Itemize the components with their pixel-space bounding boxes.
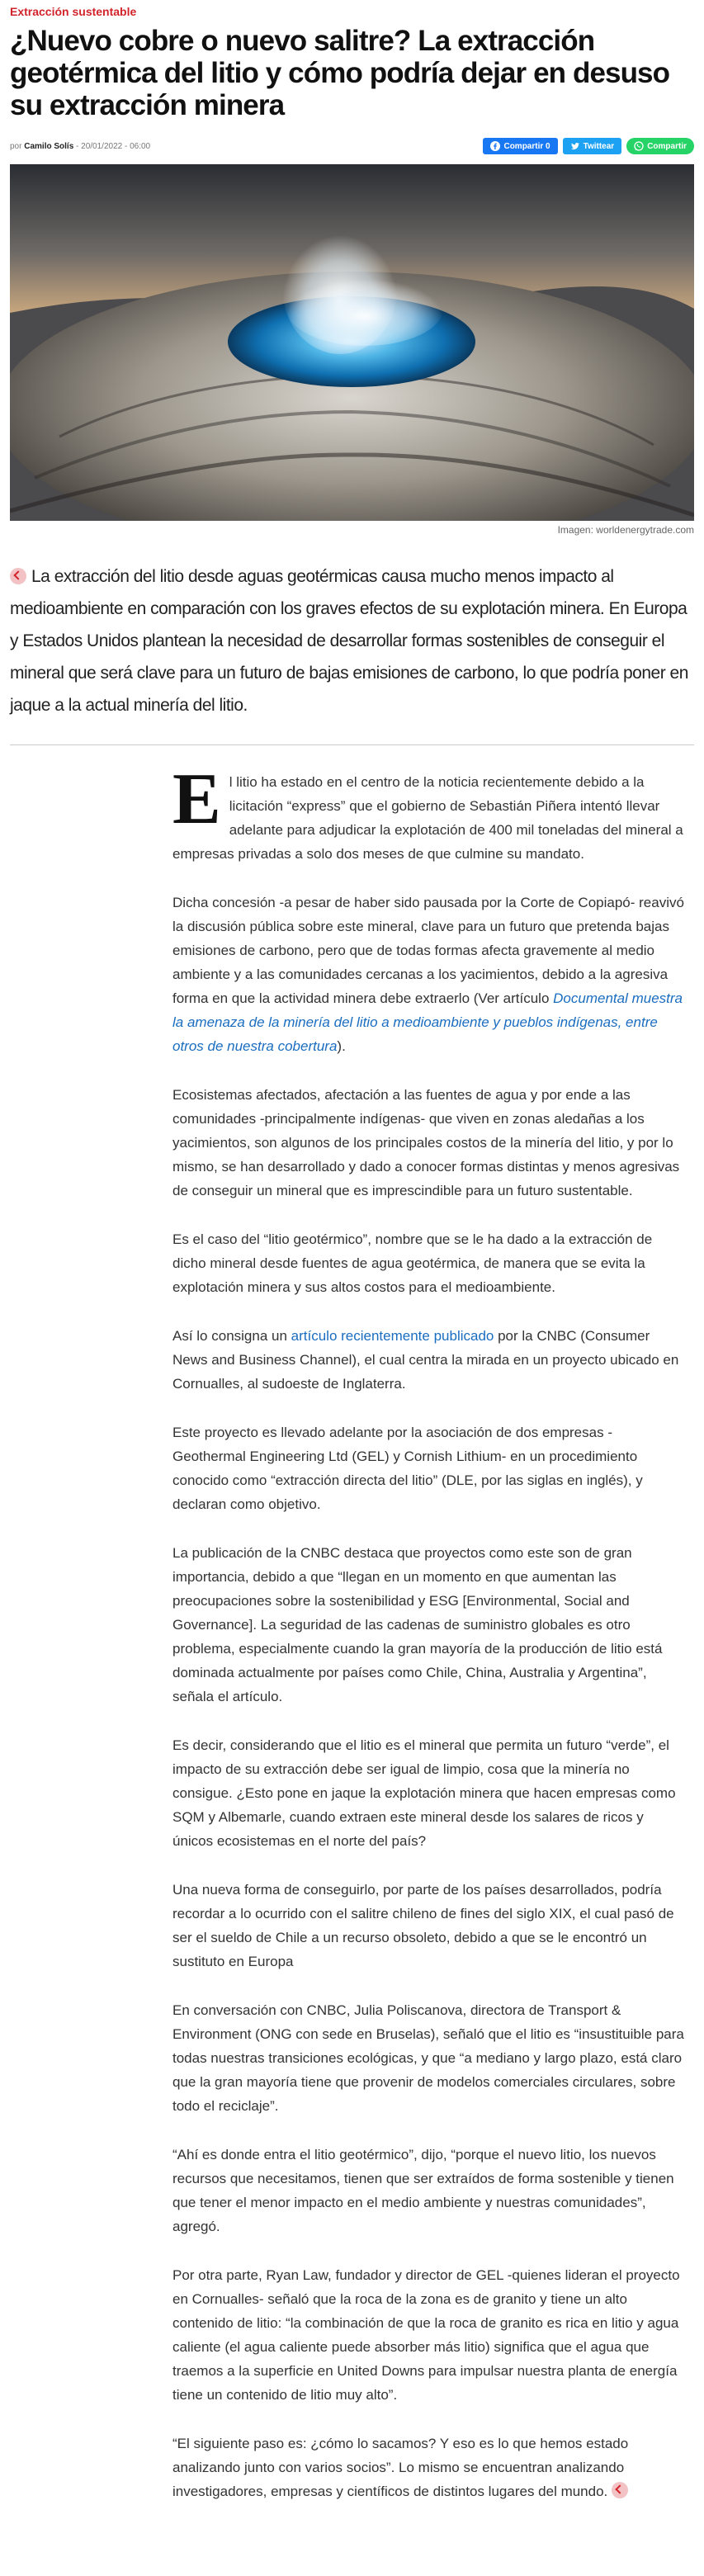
drop-cap: E [172, 759, 221, 839]
paragraph-2-text: Dicha concesión -a pesar de haber sido pausada por la Corte de Copiapó- reavivó la discusión pública sobre este mineral, clave para un futuro que pretenda bajas emisiones de carbono, pero que de todas formas afecta gravemente al medio ambiente y a las comunidades cercanas a los yacimientos, debido a la agresiva forma en que la actividad minera debe extraerlo (Ver artículo [172, 895, 684, 1006]
paragraph-9: Una nueva forma de conseguirlo, por parte de los países desarrollados, podría recordar a lo ocurrido con el salitre chileno de fines del siglo XIX, el cual pasó de ser el sueldo de Chile a un recurso obsoleto, debido a que se le encontró un sustituto en Europa [172, 1882, 674, 1969]
headline: ¿Nuevo cobre o nuevo salitre? La extracción geotérmica del litio y cómo podría dejar en desuso su extracción minera [10, 25, 670, 121]
meta-row [10, 133, 694, 159]
paragraph-8: Es decir, considerando que el litio es el mineral que permita un futuro “verde”, el impacto de su extracción debe ser igual de limpio, cosa que la minería no consigue. ¿Esto pone en jaque la explotación minera que hacen empresas como SQM y Albemarle, cuando extraen este mineral desde los salares de ricos y únicos ecosistemas en el norte del país? [172, 1737, 676, 1849]
facebook-share-button[interactable] [483, 138, 557, 154]
cnbc-article-link[interactable]: artículo recientemente publicado [291, 1328, 494, 1344]
category-label[interactable]: Extracción sustentable [10, 5, 137, 18]
end-chevron-icon [612, 2482, 628, 2498]
paragraph-13-text: “El siguiente paso es: ¿cómo lo sacamos? Y eso es lo que hemos estado analizando junto con varios socios”. Lo mismo se encuentran analizando investigadores, empresas y científicos de distintos lugares del mundo. [172, 2436, 629, 2499]
twitter-share-button[interactable] [563, 138, 622, 154]
twitter-share-label: Twittear [583, 141, 615, 151]
facebook-share-label: Compartir 0 [503, 141, 550, 151]
paragraph-2-end: ). [337, 1038, 346, 1054]
paragraph-11: “Ahí es donde entra el litio geotérmico”, dijo, “porque el nuevo litio, los nuevos recursos que necesitamos, tienen que ser extraídos de forma sostenible y tienen que tener el menor impacto en el medio ambiente y nuestras comunidades”, agregó. [172, 2147, 674, 2234]
lead-paragraph [10, 560, 694, 721]
paragraph-5 [172, 1324, 684, 1396]
whatsapp-share-label: Compartir [647, 141, 687, 151]
paragraph-12: Por otra parte, Ryan Law, fundador y director de GEL -quienes lideran el proyecto en Cornualles- señaló que la roca de la zona es de granito y tiene un alto contenido de litio: “la combinación de que la roca de granito es rica en litio y agua caliente (el agua caliente puede absorber más litio) significa que el agua que traemos a la superficie en United Downs para impulsar nuestra planta de energía tiene un contenido de litio muy alto”. [172, 2267, 680, 2403]
hero-image-geyser [10, 164, 694, 521]
paragraph-2 [172, 891, 684, 1058]
whatsapp-share-button[interactable] [626, 138, 694, 154]
byline [10, 142, 150, 151]
paragraph-4: Es el caso del “litio geotérmico”, nombre que se le ha dado a la extracción de dicho mineral desde fuentes de agua geotérmica, de manera que se evita la explotación minera y sus altos costos para el medioambiente. [172, 1231, 653, 1295]
paragraph-3: Ecosistemas afectados, afectación a las fuentes de agua y por ende a las comunidades -principalmente indígenas- que viven en zonas aledañas a los yacimientos, son algunos de los principales costos de la minería del litio, y por lo mismo, se han desarrollado y dado a conocer formas distintas y menos agresivas de conseguir un mineral que es imprescindible para un futuro sustentable. [172, 1087, 680, 1198]
facebook-icon [490, 141, 500, 151]
paragraph-7: La publicación de la CNBC destaca que proyectos como este son de gran importancia, debido a que “llegan en un momento en que aumentan las preocupaciones sobre la sostenibilidad y ESG [Environmental, Social and Governance]. La seguridad de las cadenas de suministro globales es otro problema, especialmente cuando la gran mayoría de la producción de litio está dominada actualmente por países como Chile, China, Australia y Argentina”, señala el artículo. [172, 1545, 663, 1704]
related-article-link[interactable]: Documental muestra la amenaza de la minería del litio a medioambiente y pueblos indígenas, entre otros de nuestra cobertura [172, 990, 683, 1054]
byline-separator: - [76, 141, 79, 151]
share-buttons [483, 138, 694, 154]
paragraph-5-end: por la CNBC (Consumer News and Business Channel), el cual centra la mirada en un proyecto ubicado en Cornualles, al sudoeste de Inglaterra. [172, 1328, 679, 1392]
publish-date: 20/01/2022 - 06:00 [81, 141, 151, 151]
twitter-icon [570, 141, 580, 151]
paragraph-13 [172, 2432, 684, 2503]
paragraph-10: En conversación con CNBC, Julia Poliscanova, directora de Transport & Environment (ONG con sede en Bruselas), señaló que el litio es “insustituible para todas nuestras transiciones ecológicas, y que “a mediano y largo plazo, está claro que la gran mayoría tiene que provenir de modelos comerciales circulares, sobre todo el reciclaje”. [172, 2002, 684, 2114]
paragraph-1 [172, 759, 684, 866]
byline-prefix: por [10, 141, 22, 151]
article-page [10, 0, 694, 2503]
lead-text: La extracción del litio desde aguas geotérmicas causa mucho menos impacto al medioambiente en comparación con los graves efectos de su explotación minera. En Europa y Estados Unidos plantean la necesidad de desarrollar formas sostenibles de conseguir el mineral que será clave para un futuro de bajas emisiones de carbono, lo que podría poner en jaque a la actual minería del litio. [10, 567, 688, 715]
paragraph-1-text: l litio ha estado en el centro de la noticia recientemente debido a la licitación “express” que el gobierno de Sebastián Piñera intentó llevar adelante para adjudicar la explotación de 400 mil toneladas del mineral a empresas privadas a solo dos meses de que culmine su mandato. [172, 774, 683, 862]
author-name[interactable]: Camilo Solís [24, 141, 74, 151]
paragraph-6: Este proyecto es llevado adelante por la asociación de dos empresas -Geothermal Engineering Ltd (GEL) y Cornish Lithium- en un procedimiento conocido como “extracción directa del litio” (DLE, por las siglas en inglés), y declaran como objetivo. [172, 1425, 643, 1512]
paragraph-5-start: Así lo consigna un [172, 1328, 291, 1344]
chevron-bullet-icon [10, 568, 26, 584]
image-caption: Imagen: worldenergytrade.com [557, 524, 694, 536]
whatsapp-icon [634, 141, 644, 151]
article-body [172, 745, 684, 2503]
